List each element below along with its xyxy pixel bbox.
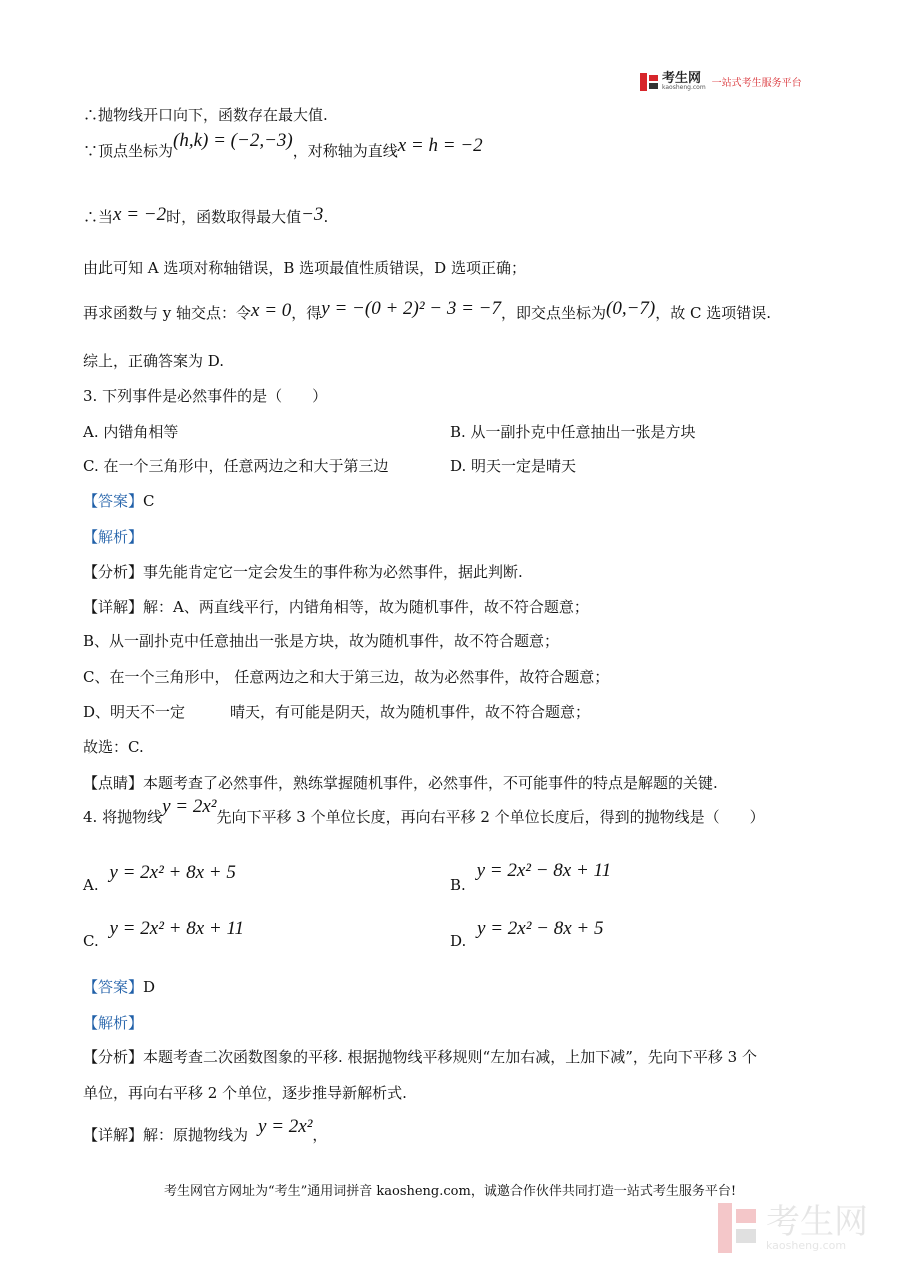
q3-detail-b: B、从一副扑克中任意抽出一张是方块，故为随机事件，故不符合题意； (83, 632, 560, 650)
header-logo (640, 72, 802, 91)
q2-line-2: ∵顶点坐标为(h,k) = (−2,−3)，对称轴为直线x = h = −2 (83, 130, 483, 160)
q4-analysis-tag: 【解析】 (83, 1014, 144, 1032)
q4-answer (83, 976, 155, 997)
q4-fenxi-line-2: 单位，再向右平移 2 个单位，逐步推导新解析式. (83, 1084, 407, 1102)
logo-domain: kaosheng.com (662, 84, 706, 91)
watermark-name: 考生网 (766, 1201, 868, 1242)
answer-tag: 【答案】 (83, 978, 144, 996)
q3-stem: 3. 下列事件是必然事件的是（ ） (83, 387, 328, 405)
q4-stem: 4. 将抛物线y = 2x²先向下平移 3 个单位长度，再向右平移 2 个单位长度后，得到的抛物线是（ ） (83, 796, 765, 826)
answer-tag: 【答案】 (83, 492, 144, 510)
page-footer: 考生网官方网址为“考生”通用词拼音 kaosheng.com，诚邀合作伙伴共同打造一站式考生服务平台! (163, 1184, 737, 1199)
q4-option-b: B. y = 2x² − 8x + 11 (450, 860, 612, 894)
q2-conclusion: 综上，正确答案为 D. (83, 352, 225, 370)
q4-detail: 【详解】解：原抛物线为 y = 2x²， (83, 1116, 328, 1144)
q4-option-c: C. y = 2x² + 8x + 11 (83, 918, 245, 950)
watermark-domain: kaosheng.com (766, 1238, 847, 1252)
q2-xval-math: x = −2 (113, 204, 167, 225)
q3-detail-a: 【详解】解：A、两直线平行，内错角相等，故为随机事件，故不符合题意； (83, 598, 589, 616)
watermark-logo (718, 1203, 868, 1253)
q3-analysis-tag: 【解析】 (83, 528, 144, 546)
q2-axis-math: x = h = −2 (397, 135, 483, 156)
q2-point-math: (0,−7) (606, 298, 656, 319)
q3-dianjing: 【点睛】本题考查了必然事件，熟练掌握随机事件，必然事件，不可能事件的特点是解题的关键. (83, 774, 718, 792)
q3-option-d: D. 明天一定是晴天 (450, 457, 577, 475)
q4-stem-math: y = 2x² (162, 796, 217, 817)
q2-line-5: 再求函数与 y 轴交点：令x = 0，得y = −(0 + 2)² − 3 = −7，即交点坐标为(0,−7)，故 C 选项错误. (83, 298, 772, 322)
q3-fenxi: 【分析】事先能肯定它一定会发生的事件称为必然事件，据此判断. (83, 563, 523, 581)
q3-option-b: B. 从一副扑克中任意抽出一张是方块 (450, 423, 696, 441)
q3-option-c: C. 在一个三角形中，任意两边之和大于第三边 (83, 457, 389, 475)
q2-yint-math: y = −(0 + 2)² − 3 = −7 (321, 298, 502, 319)
q2-vertex-math: (h,k) = (−2,−3) (173, 130, 293, 151)
q4-option-d: D. y = 2x² − 8x + 5 (450, 918, 604, 950)
logo-slogan: 一站式考生服务平台 (711, 78, 802, 89)
logo-icon (640, 73, 658, 91)
q3-detail-d: D、明天不一定 晴天，有可能是阴天，故为随机事件，故不符合题意； (83, 703, 591, 721)
q2-line-3: ∴当x = −2时，函数取得最大值−3. (83, 204, 329, 226)
q2-line-4: 由此可知 A 选项对称轴错误，B 选项最值性质错误，D 选项正确； (83, 259, 526, 277)
q4-detail-math: y = 2x² (258, 1116, 313, 1137)
watermark-icon (718, 1203, 758, 1253)
q3-option-a: A. 内错角相等 (83, 423, 179, 441)
answer-value: D (143, 978, 156, 996)
q4-fenxi-line-1: 【分析】本题考查二次函数图象的平移. 根据抛物线平移规则“左加右减，上加下减”，先向下平移 3 个 (83, 1048, 757, 1066)
logo-name: 考生网 (662, 71, 702, 86)
q4-option-a: A. y = 2x² + 8x + 5 (83, 862, 236, 894)
answer-value: C (143, 492, 155, 510)
q3-detail-c: C、在一个三角形中， 任意两边之和大于第三边，故为必然事件，故符合题意； (83, 668, 610, 686)
q2-max-math: −3 (301, 204, 324, 225)
q3-choose: 故选：C. (83, 738, 144, 756)
q2-line-1: ∴抛物线开口向下，函数存在最大值. (83, 106, 328, 124)
q3-answer (83, 490, 155, 511)
q2-x0-math: x = 0 (251, 300, 292, 321)
